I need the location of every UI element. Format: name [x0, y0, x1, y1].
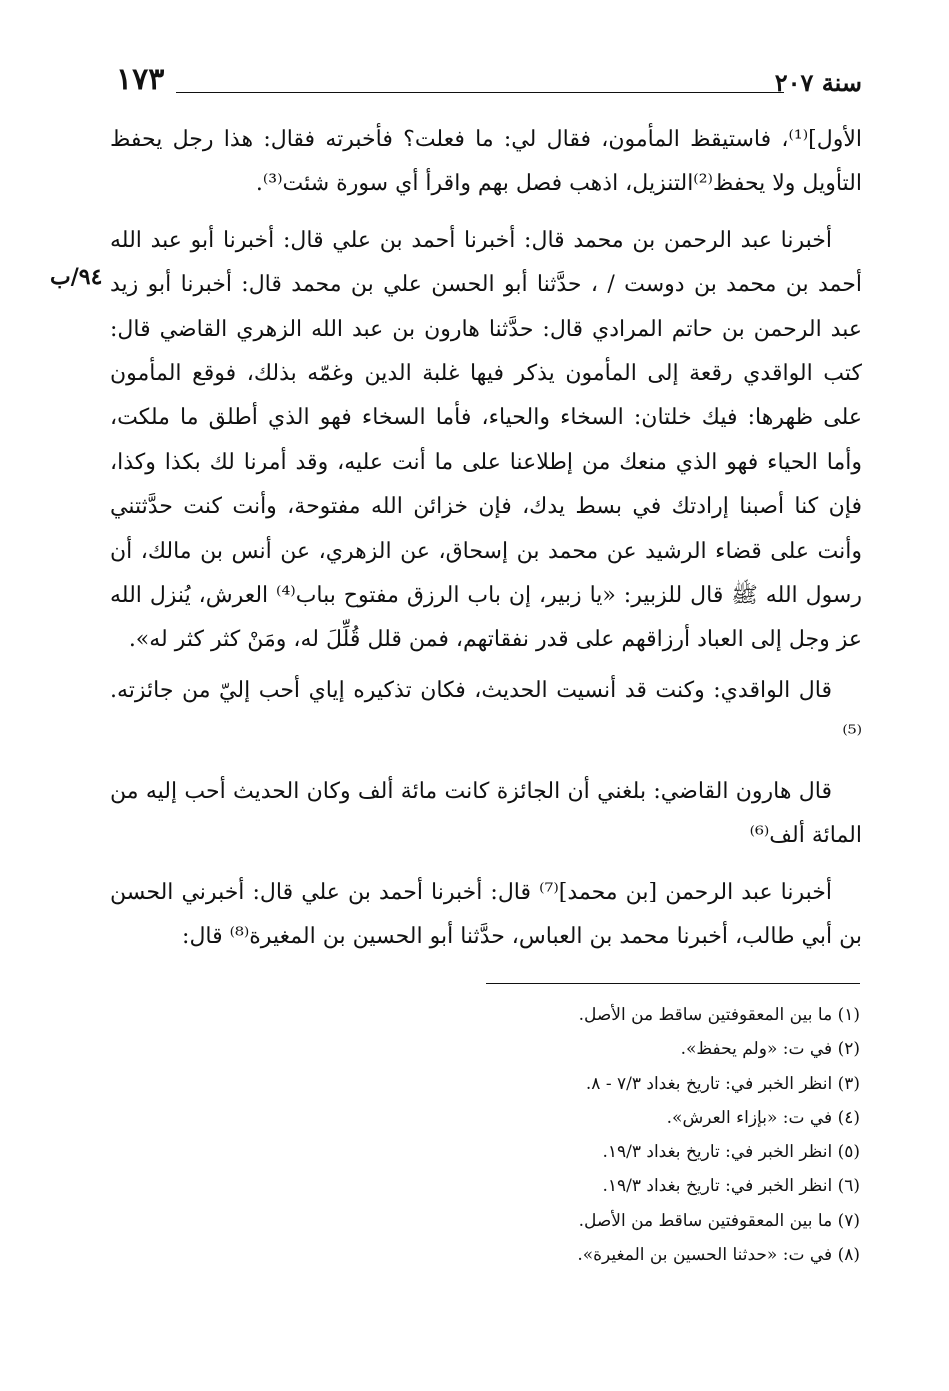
page-number: ١٧٣ — [116, 62, 165, 97]
footnote: (٦) انظر الخبر في: تاريخ بغداد ١٩/٣. — [602, 1176, 860, 1197]
footnote: (٥) انظر الخبر في: تاريخ بغداد ١٩/٣. — [602, 1142, 860, 1163]
paragraph: قال الواقدي: وكنت قد أنسيت الحديث، فكان تذكيره إياي أحب إليّ من جائزته. ⁽⁵⁾ — [110, 677, 862, 748]
footnote: (١) ما بين المعقوفتين ساقط من الأصل. — [578, 1005, 860, 1025]
main-text — [110, 118, 862, 959]
manuscript-folio-note: ٩٤/ب — [50, 264, 103, 290]
header-rule — [176, 92, 784, 93]
running-head-year: سنة ٢٠٧ — [774, 68, 862, 97]
footnote-separator — [486, 983, 860, 984]
paragraph: أخبرنا عبد الرحمن بن محمد قال: أخبرنا أحمد بن علي قال: أخبرنا أبو عبد الله أحمد بن محمد بن دوست / ، حدَّثنا أبو الحسن علي بن محمد قال: أخبرنا أبو زيد عبد الرحمن بن حاتم المرادي قال: حدَّثنا هارون بن عبد الله الزهري القاضي قال: كتب الواقدي رقعة إلى المأمون يذكر فيها غلبة الدين وغمّه بذلك، فوقع المأمون على ظهرها: فيك خلتان: السخاء والحياء، فأما السخاء فهو الذي أطلق ما ملكت، وأما الحياء فهو الذي منعك من إطلاعنا على ما أنت عليه، وقد أمرنا لك بكذا وكذا، فإن كنا أصبنا إرادتك في بسط يدك، فإن خزائن الله مفتوحة، وأنت كنت حدَّثتني وأنت على قضاء الرشيد عن محمد بن إسحاق، عن الزهري، عن أنس بن مالك، أن رسول الله ﷺ قال للزبير: «يا زبير، إن باب الرزق مفتوح بباب⁽⁴⁾ العرش، يُنزل الله عز وجل إلى العباد أرزاقهم على قدر نفقاتهم، فمن قلل قُلِّلَ له، ومَنْ كثر كثر له». — [110, 227, 862, 653]
paragraph: قال هارون القاضي: بلغني أن الجائزة كانت مائة ألف وكان الحديث أحب إليه من المائة ألف⁽⁶⁾ — [110, 778, 862, 849]
footnotes — [300, 998, 860, 1272]
paragraph: الأول]⁽¹⁾، فاستيقظ المأمون، فقال لي: ما فعلت؟ فأخبرته فقال: هذا رجل يحفظ التأويل ولا يحفظ⁽²⁾التنزيل، اذهب فصل بهم واقرأ أي سورة شئت⁽³⁾. — [110, 127, 862, 197]
footnote: (٣) انظر الخبر في: تاريخ بغداد ٧/٣ - ٨. — [585, 1073, 860, 1094]
paragraph: أخبرنا عبد الرحمن [بن محمد]⁽⁷⁾ قال: أخبرنا أحمد بن علي قال: أخبرني الحسن بن أبي طالب، أخبرنا محمد بن العباس، حدَّثنا أبو الحسين بن المغيرة⁽⁸⁾ قال: — [110, 879, 862, 949]
footnote: (٢) في ت: «ولم يحفظ». — [680, 1039, 860, 1060]
footnote: (٧) ما بين المعقوفتين ساقط من الأصل. — [578, 1210, 860, 1231]
footnote: (٨) في ت: «حدثنا الحسين بن المغيرة». — [577, 1245, 860, 1266]
footnote: (٤) في ت: «بإزاء العرش». — [666, 1107, 860, 1128]
page-header — [110, 62, 862, 102]
